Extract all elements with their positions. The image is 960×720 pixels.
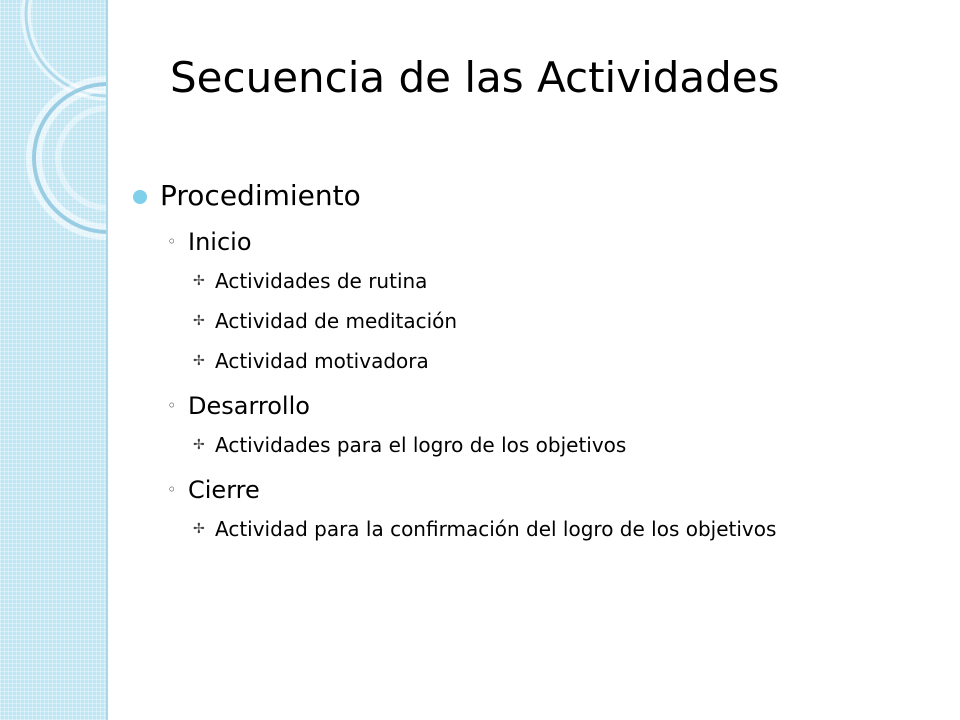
hollow-circle-bullet-icon: ◦ xyxy=(167,480,177,499)
sparkle-bullet-icon: ✢ xyxy=(193,521,205,537)
section-cierre xyxy=(133,468,933,552)
decorative-side-band xyxy=(0,0,108,720)
section-label: Desarrollo xyxy=(188,392,310,420)
subheading-desarrollo xyxy=(133,384,933,428)
hollow-circle-bullet-icon: ◦ xyxy=(167,396,177,415)
section-desarrollo xyxy=(133,384,933,468)
sparkle-bullet-icon: ✢ xyxy=(193,273,205,289)
list-item xyxy=(133,428,835,468)
round-bullet-icon xyxy=(133,190,147,204)
list-item xyxy=(133,264,835,304)
bullet-procedimiento xyxy=(133,172,933,220)
section-label: Inicio xyxy=(188,228,252,256)
hollow-circle-bullet-icon: ◦ xyxy=(167,232,177,251)
slide-title: Secuencia de las Actividades xyxy=(170,53,780,102)
slide-body xyxy=(133,172,933,552)
sparkle-bullet-icon: ✢ xyxy=(193,313,205,329)
list-item-text: Actividad para la confirmación del logro de los objetivos xyxy=(215,517,777,541)
list-item xyxy=(133,304,835,344)
list-item-text: Actividad motivadora xyxy=(215,349,429,373)
heading-label: Procedimiento xyxy=(160,179,361,212)
decorative-rings-icon xyxy=(0,0,106,720)
subheading-cierre xyxy=(133,468,933,512)
subheading-inicio xyxy=(133,220,933,264)
list-item-text: Actividades de rutina xyxy=(215,269,428,293)
list-item-text: Actividades para el logro de los objetivos xyxy=(215,433,627,457)
list-item-text: Actividad de meditación xyxy=(215,309,458,333)
section-inicio xyxy=(133,220,933,384)
list-item xyxy=(133,344,835,384)
sparkle-bullet-icon: ✢ xyxy=(193,437,205,453)
sparkle-bullet-icon: ✢ xyxy=(193,353,205,369)
list-item xyxy=(133,512,835,552)
section-label: Cierre xyxy=(188,476,260,504)
